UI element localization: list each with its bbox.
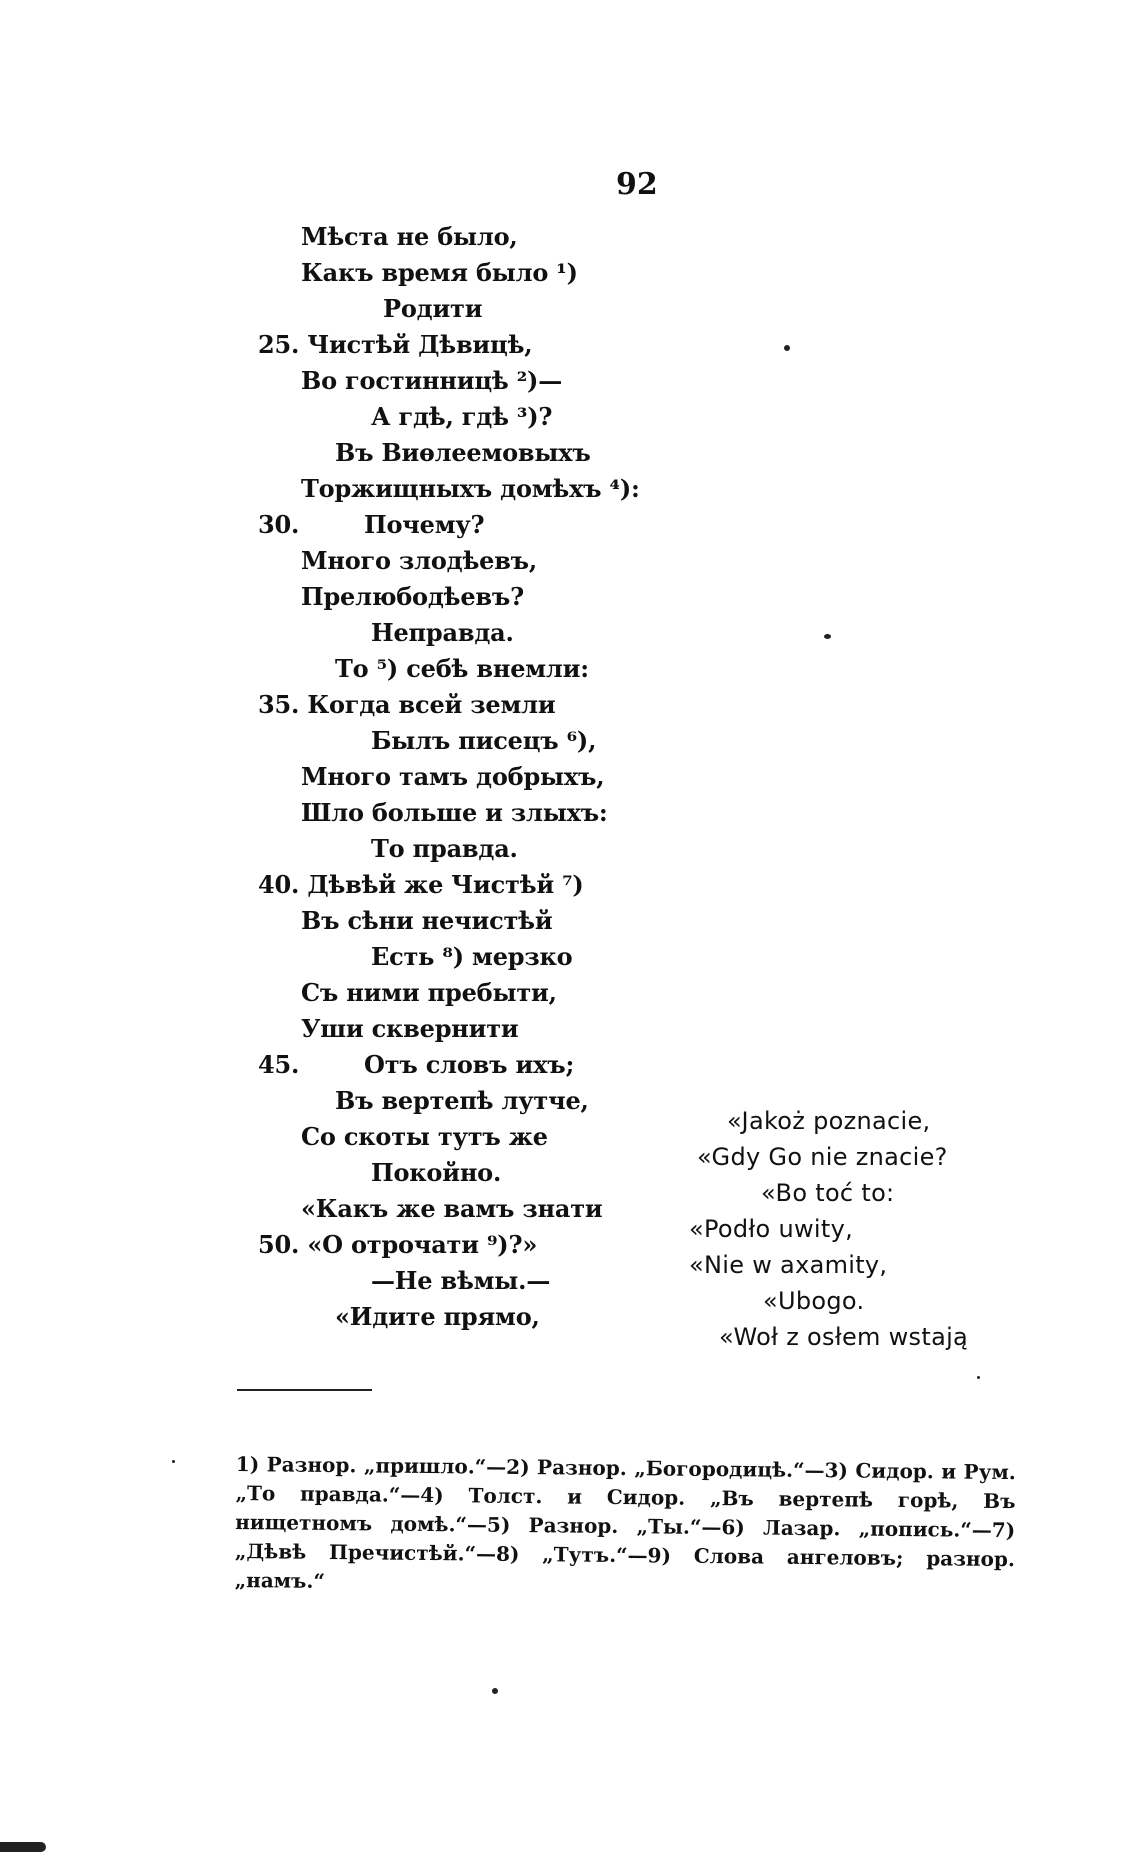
line-number: 50. — [258, 1230, 300, 1259]
verse-line: 45. Отъ словъ ихъ; — [258, 1050, 575, 1079]
verse-line: Неправда. — [371, 618, 514, 647]
scan-edge-mark — [0, 1842, 46, 1852]
verse-line: «Идите прямо, — [335, 1302, 540, 1331]
verse-line: Прелюбодѣевъ? — [301, 582, 524, 611]
verse-line: Въ вертепѣ лутче, — [335, 1086, 589, 1115]
ink-speck — [492, 1688, 498, 1694]
verse-line: Въ Виѳлеемовыхъ — [335, 438, 591, 467]
footnotes: 1) Разнор. „пришло.“—2) Разнор. „Богородицѣ.“—3) Сидор. и Рум. „То правда.“—4) Толст. и Сидор. „Въ вертепѣ горѣ, Въ нищетномъ домѣ.“—5) Разнор. „Ты.“—6) Лазар. „попись.“—7) „Дѣвѣ Пречистѣй.“—8) „Тутъ.“—9) Слова ангеловъ; разнор. „намъ.“ — [234, 1451, 1016, 1593]
verse-line: «Jakoż poznacie, — [727, 1107, 931, 1135]
verse-line: —Не вѣмы.— — [371, 1266, 551, 1295]
verse-line: Какъ время было ¹) — [301, 258, 578, 287]
verse-line: 25. Чистѣй Дѣвицѣ, — [258, 330, 533, 359]
verse-line: Шло больше и злыхъ: — [301, 798, 608, 827]
line-number: 45. — [258, 1050, 300, 1079]
verse-line: 40. Дѣвѣй же Чистѣй ⁷) — [258, 870, 584, 899]
verse-line: «Bo toć to: — [761, 1179, 895, 1207]
line-number: 30. — [258, 510, 300, 539]
ink-speck — [824, 634, 831, 639]
verse-line: Со скоты тутъ же — [301, 1122, 548, 1151]
line-number: 40. — [258, 870, 300, 899]
verse-line: Въ сѣни нечистѣй — [301, 906, 553, 935]
line-number: 25. — [258, 330, 300, 359]
verse-line: Покойно. — [371, 1158, 502, 1187]
page-number: 92 — [616, 167, 658, 202]
verse-line: Во гостинницѣ ²)— — [301, 366, 563, 395]
verse-line: «Какъ же вамъ знати — [301, 1194, 603, 1223]
verse-line: «Gdy Go nie znacie? — [697, 1143, 948, 1171]
verse-line: 50. «О отрочати ⁹)?» — [258, 1230, 538, 1259]
ink-speck — [977, 1376, 980, 1379]
verse-line: Уши сквернити — [301, 1014, 519, 1043]
verse-line: Много тамъ добрыхъ, — [301, 762, 605, 791]
verse-line: Мѣста не было, — [301, 222, 518, 251]
verse-line: «Ubogo. — [763, 1287, 865, 1315]
verse-line: «Nie w axamity, — [689, 1251, 888, 1279]
ink-speck — [172, 1460, 175, 1463]
verse-line: 35. Когда всей земли — [258, 690, 556, 719]
ink-speck — [784, 345, 790, 351]
verse-line: А гдѣ, гдѣ ³)? — [371, 402, 553, 431]
verse-line: Съ ними пребыти, — [301, 978, 557, 1007]
verse-line: «Podło uwity, — [689, 1215, 854, 1243]
verse-line: То ⁵) себѣ внемли: — [335, 654, 589, 683]
verse-line: То правда. — [371, 834, 518, 863]
verse-line: Торжищныхъ домѣхъ ⁴): — [301, 474, 640, 503]
footnote-separator — [237, 1389, 372, 1391]
verse-line: Родити — [383, 294, 483, 323]
verse-line: Много злодѣевъ, — [301, 546, 538, 575]
verse-line: 30. Почему? — [258, 510, 485, 539]
line-number: 35. — [258, 690, 300, 719]
verse-line: Есть ⁸) мерзко — [371, 942, 573, 971]
verse-line: «Woł z osłem wstają — [719, 1323, 969, 1351]
verse-line: Былъ писецъ ⁶), — [371, 726, 597, 755]
